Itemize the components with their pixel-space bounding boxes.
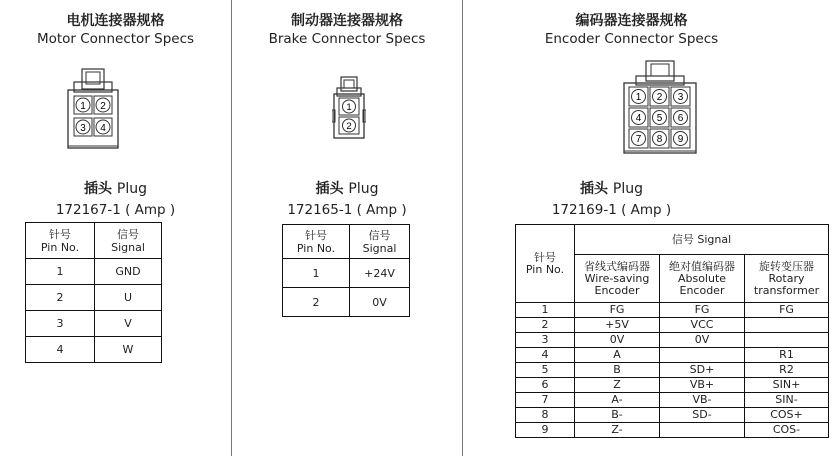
motor-pin-label: 1 xyxy=(80,101,86,112)
table-row: 3 0V 0V xyxy=(516,333,829,348)
brake-part-number: 172165-1 ( Amp ) xyxy=(287,202,407,218)
table-row: 8 B- SD- COS+ xyxy=(516,408,829,423)
encoder-pin-label: 7 xyxy=(635,134,642,145)
encoder-head-signal: 信号 Signal xyxy=(575,225,829,255)
table-row: 5 B SD+ R2 xyxy=(516,363,829,378)
brake-pin-label: 1 xyxy=(346,102,352,113)
encoder-pin-label: 5 xyxy=(656,113,663,124)
encoder-pin-label: 3 xyxy=(677,92,684,103)
table-row: 4 A R1 xyxy=(516,348,829,363)
table-row: 3 V xyxy=(26,311,162,337)
encoder-title-en: Encoder Connector Specs xyxy=(544,31,719,47)
encoder-pin-label: 1 xyxy=(635,92,642,103)
motor-title-en: Motor Connector Specs xyxy=(36,31,195,47)
motor-pin-label: 3 xyxy=(80,123,86,134)
table-row: 2 0V xyxy=(283,288,410,317)
encoder-pin-grid xyxy=(629,87,690,148)
encoder-pin-table xyxy=(515,224,829,438)
encoder-pin-label: 9 xyxy=(677,134,684,145)
encoder-pin-label: 6 xyxy=(677,113,684,124)
table-row: 9 Z- COS- xyxy=(516,423,829,438)
motor-head-pin: 针号 Pin No. xyxy=(26,223,95,259)
table-row: 7 A- VB- SIN- xyxy=(516,393,829,408)
motor-title-cn: 电机连接器规格 xyxy=(66,13,165,29)
table-row: 6 Z VB+ SIN+ xyxy=(516,378,829,393)
brake-head-pin: 针号 Pin No. xyxy=(283,225,350,259)
encoder-head-rotary: 旋转变压器 Rotary transformer xyxy=(745,255,829,303)
table-row: 1 +24V xyxy=(283,259,410,288)
encoder-title-cn: 编码器连接器规格 xyxy=(575,13,688,29)
encoder-pin-label: 2 xyxy=(656,92,663,103)
motor-connector-section xyxy=(0,0,231,456)
motor-plug-label: 插头 Plug xyxy=(84,181,147,197)
table-row: 2 +5V VCC xyxy=(516,318,829,333)
motor-connector-diagram xyxy=(66,68,120,150)
brake-connector-diagram xyxy=(332,76,366,140)
motor-pin-label: 4 xyxy=(100,123,106,134)
motor-head-signal: 信号 Signal xyxy=(95,223,162,259)
encoder-head-pin: 针号 Pin No. xyxy=(516,225,575,303)
table-row: 1 FG FG FG xyxy=(516,303,829,318)
encoder-plug-label: 插头 Plug xyxy=(580,181,643,197)
table-row: 2 U xyxy=(26,285,162,311)
motor-pin-grid xyxy=(74,96,112,136)
encoder-head-wire-saving: 省线式编码器 Wire-saving Encoder xyxy=(575,255,660,303)
encoder-pin-label: 8 xyxy=(656,134,663,145)
encoder-connector-diagram xyxy=(622,60,698,156)
encoder-part-number: 172169-1 ( Amp ) xyxy=(551,202,672,218)
brake-plug-label: 插头 Plug xyxy=(315,181,379,197)
encoder-pin-label: 4 xyxy=(635,113,642,124)
brake-pin-table xyxy=(282,224,410,317)
brake-head-signal: 信号 Signal xyxy=(350,225,410,259)
encoder-head-absolute: 绝对值编码器 Absolute Encoder xyxy=(660,255,745,303)
encoder-connector-section xyxy=(463,0,840,456)
table-row: 4 W xyxy=(26,337,162,363)
brake-title-en: Brake Connector Specs xyxy=(268,31,426,47)
table-row: 1 GND xyxy=(26,259,162,285)
brake-connector-section xyxy=(232,0,462,456)
motor-part-number: 172167-1 ( Amp ) xyxy=(55,202,176,218)
motor-pin-table xyxy=(25,222,162,363)
brake-pin-label: 2 xyxy=(346,121,352,132)
brake-title-cn: 制动器连接器规格 xyxy=(291,13,403,29)
motor-pin-label: 2 xyxy=(100,101,106,112)
